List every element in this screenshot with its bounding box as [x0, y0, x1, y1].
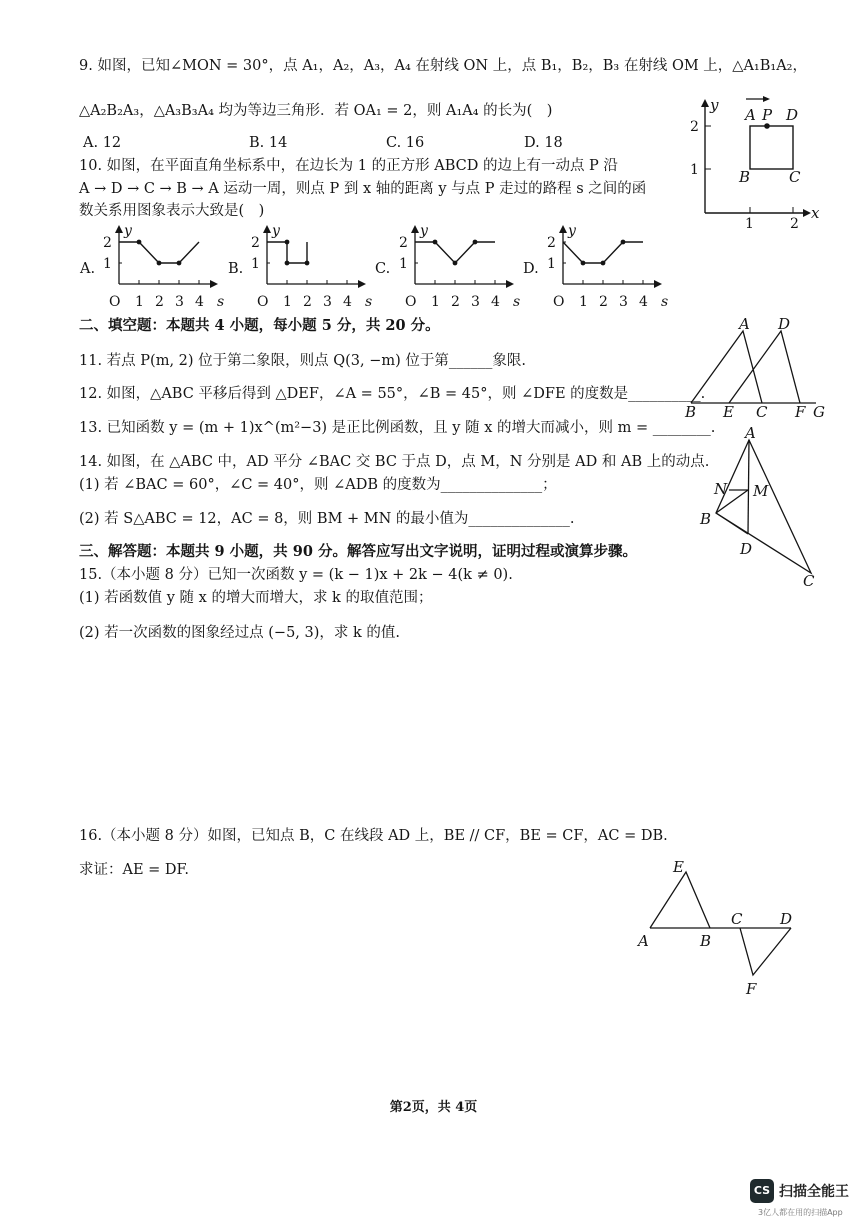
- q12-text: 12. 如图，△ABC 平移后得到 △DEF，∠A = 55°，∠B = 45°，则 ∠DFE 的度数是__________.: [79, 386, 706, 402]
- scanner-tagline: 3亿人都在用的扫描App: [758, 1208, 843, 1217]
- tick-label-y-1: 1: [103, 256, 112, 272]
- y-axis-label: y: [124, 223, 132, 239]
- label-y-2: 2: [690, 119, 699, 135]
- label-y: y: [710, 96, 719, 114]
- y-axis-arrow: [263, 225, 271, 233]
- tick-label-s-3: 3: [471, 294, 480, 310]
- label-y-1: 1: [690, 162, 699, 178]
- q9-option-b: B. 14: [249, 135, 288, 151]
- q13-text: 13. 已知函数 y = (m + 1)x^(m²−3) 是正比例函数，且 y 随 x 的增大而减小，则 m = ________.: [79, 420, 716, 436]
- vertex-dot-1: [601, 261, 606, 266]
- tick-label-s-1: 1: [135, 294, 144, 310]
- tick-label-s-2: 2: [599, 294, 608, 310]
- q15-stem: 15.（本小题 8 分）已知一次函数 y = (k − 1)x + 2k − 4(k ≠ 0).: [79, 567, 513, 583]
- origin-label: O: [257, 294, 269, 310]
- vertex-dot-0: [285, 240, 290, 245]
- y-axis-arrow: [115, 225, 123, 233]
- vertex-dot-2: [177, 261, 182, 266]
- function-path: [415, 242, 495, 263]
- label-e: E: [723, 403, 734, 421]
- tick-label-s-4: 4: [343, 294, 352, 310]
- tick-label-y-1: 1: [399, 256, 408, 272]
- q15-part1: (1) 若函数值 y 随 x 的增大而增大，求 k 的取值范围；: [79, 590, 433, 606]
- label-x-2: 2: [790, 216, 799, 232]
- label-b: B: [700, 510, 712, 528]
- y-axis-arrow: [559, 225, 567, 233]
- vertex-dot-0: [433, 240, 438, 245]
- vertex-dot-2: [621, 240, 626, 245]
- graph-option-letter-d: D.: [523, 261, 539, 277]
- s-axis-label: s: [661, 294, 669, 310]
- label-a: A: [745, 106, 756, 124]
- function-path: [267, 242, 307, 263]
- function-path: [119, 242, 199, 263]
- label-b: B: [739, 168, 751, 186]
- translation-figure: [683, 315, 833, 421]
- label-m: M: [753, 482, 769, 500]
- camscanner-logo-icon: CS: [750, 1179, 774, 1203]
- label-c: C: [803, 572, 815, 590]
- s-axis-arrow: [654, 280, 662, 288]
- square-abcd: [750, 126, 793, 169]
- label-c: C: [756, 403, 768, 421]
- q14-part2: (2) 若 S△ABC = 12，AC = 8，则 BM + MN 的最小值为______________.: [79, 511, 575, 527]
- graph-option-a: [99, 222, 224, 312]
- origin-label: O: [109, 294, 121, 310]
- label-d: D: [778, 315, 791, 333]
- tick-label-s-3: 3: [175, 294, 184, 310]
- vertex-dot-2: [473, 240, 478, 245]
- label-g: G: [813, 403, 825, 421]
- tick-label-y-2: 2: [547, 235, 556, 251]
- vertex-dot-1: [285, 261, 290, 266]
- section2-heading: 二、填空题：本题共 4 小题，每小题 5 分，共 20 分。: [79, 317, 440, 334]
- scanner-name: 扫描全能王: [779, 1184, 849, 1200]
- function-path: [563, 242, 643, 263]
- vertex-dot-0: [581, 261, 586, 266]
- triangle-abc: [716, 440, 811, 573]
- tick-label-s-4: 4: [195, 294, 204, 310]
- q16-stem: 16.（本小题 8 分）如图，已知点 B，C 在线段 AD 上，BE // CF，BE = CF，AC = DB.: [79, 828, 668, 844]
- q9-line2: △A₂B₂A₃，△A₃B₃A₄ 均为等边三角形．若 OA₁ = 2，则 A₁A₄ 的长为( ): [79, 103, 553, 119]
- scanner-badge: [746, 1174, 861, 1222]
- label-e: E: [673, 858, 684, 876]
- label-a: A: [739, 315, 750, 333]
- graph-option-letter-a: A.: [80, 261, 96, 277]
- vertex-dot-0: [137, 240, 142, 245]
- label-b: B: [685, 403, 697, 421]
- vertex-dot-1: [157, 261, 162, 266]
- y-axis-label: y: [568, 223, 576, 239]
- tick-label-y-1: 1: [547, 256, 556, 272]
- vertex-dot-2: [305, 261, 310, 266]
- graph-option-letter-c: C.: [375, 261, 391, 277]
- s-axis-label: s: [513, 294, 521, 310]
- label-x: x: [811, 204, 820, 222]
- tick-label-y-2: 2: [103, 235, 112, 251]
- s-axis-arrow: [506, 280, 514, 288]
- graph-option-d: [543, 222, 668, 312]
- graph-option-c: [395, 222, 520, 312]
- tick-label-s-1: 1: [283, 294, 292, 310]
- tick-label-s-4: 4: [639, 294, 648, 310]
- label-d: D: [786, 106, 799, 124]
- label-c: C: [731, 910, 743, 928]
- point-p: [764, 123, 770, 129]
- q9-option-d: D. 18: [524, 135, 563, 151]
- q16-figure: [636, 852, 816, 997]
- label-f: F: [795, 403, 806, 421]
- q9-option-c: C. 16: [386, 135, 425, 151]
- q10-line1: 10. 如图，在平面直角坐标系中，在边长为 1 的正方形 ABCD 的边上有一动点 P 沿: [79, 158, 618, 174]
- label-c: C: [789, 168, 801, 186]
- q9-line1: 9. 如图，已知∠MON = 30°，点 A₁，A₂，A₃，A₄ 在射线 ON 上，点 B₁，B₂，B₃ 在射线 OM 上，△A₁B₁A₂，: [79, 58, 807, 74]
- tick-label-y-2: 2: [399, 235, 408, 251]
- graph-option-b: [247, 222, 372, 312]
- triangle-cdf: [740, 928, 791, 975]
- tick-label-s-1: 1: [579, 294, 588, 310]
- s-axis-label: s: [365, 294, 373, 310]
- segment-bd: [716, 513, 748, 534]
- tick-label-s-2: 2: [155, 294, 164, 310]
- tick-label-s-3: 3: [323, 294, 332, 310]
- tick-label-s-2: 2: [451, 294, 460, 310]
- q14-stem: 14. 如图，在 △ABC 中，AD 平分 ∠BAC 交 BC 于点 D，点 M，N 分别是 AD 和 AB 上的动点.: [79, 454, 710, 470]
- origin-label: O: [553, 294, 565, 310]
- x-axis-arrow: [803, 209, 811, 217]
- section3-heading: 三、解答题：本题共 9 小题，共 90 分。解答应写出文字说明，证明过程或演算步骤。: [79, 543, 637, 560]
- y-axis-label: y: [420, 223, 428, 239]
- direction-arrow-head: [763, 96, 770, 102]
- triangle-def: [729, 331, 800, 403]
- label-f: F: [746, 980, 757, 998]
- label-a: A: [638, 932, 649, 950]
- s-axis-arrow: [358, 280, 366, 288]
- q15-part2: (2) 若一次函数的图象经过点 (−5, 3)，求 k 的值.: [79, 625, 401, 641]
- label-a: A: [745, 424, 756, 442]
- tick-label-y-1: 1: [251, 256, 260, 272]
- label-p: P: [762, 106, 773, 124]
- s-axis-label: s: [217, 294, 225, 310]
- triangle-abe: [650, 872, 710, 928]
- label-n: N: [714, 480, 728, 498]
- vertex-dot-1: [453, 261, 458, 266]
- square-coordinate-figure: [690, 90, 820, 230]
- q10-line3: 数关系用图象表示大致是( ): [79, 203, 265, 219]
- label-x-1: 1: [745, 216, 754, 232]
- origin-label: O: [405, 294, 417, 310]
- y-axis-arrow: [411, 225, 419, 233]
- tick-label-s-4: 4: [491, 294, 500, 310]
- tick-label-s-1: 1: [431, 294, 440, 310]
- q14-part1: (1) 若 ∠BAC = 60°，∠C = 40°，则 ∠ADB 的度数为______________；: [79, 477, 557, 493]
- tick-label-y-2: 2: [251, 235, 260, 251]
- y-axis-arrow: [701, 99, 709, 107]
- q11-text: 11. 若点 P(m, 2) 位于第二象限，则点 Q(3, −m) 位于第______象限.: [79, 353, 527, 369]
- bisector-figure: [697, 424, 827, 590]
- tick-label-s-2: 2: [303, 294, 312, 310]
- q10-line2: A → D → C → B → A 运动一周，则点 P 到 x 轴的距离 y 与点 P 走过的路程 s 之间的函: [79, 181, 647, 197]
- page-number: 第2页，共 4页: [389, 1100, 478, 1115]
- label-b: B: [700, 932, 712, 950]
- label-d: D: [740, 540, 753, 558]
- segment-ad: [748, 440, 749, 534]
- graph-option-letter-b: B.: [228, 261, 244, 277]
- s-axis-arrow: [210, 280, 218, 288]
- triangle-abc: [691, 331, 762, 403]
- y-axis-label: y: [272, 223, 280, 239]
- q16-prove: 求证：AE = DF.: [79, 862, 189, 878]
- label-d: D: [780, 910, 793, 928]
- tick-label-s-3: 3: [619, 294, 628, 310]
- q9-option-a: A. 12: [83, 135, 122, 151]
